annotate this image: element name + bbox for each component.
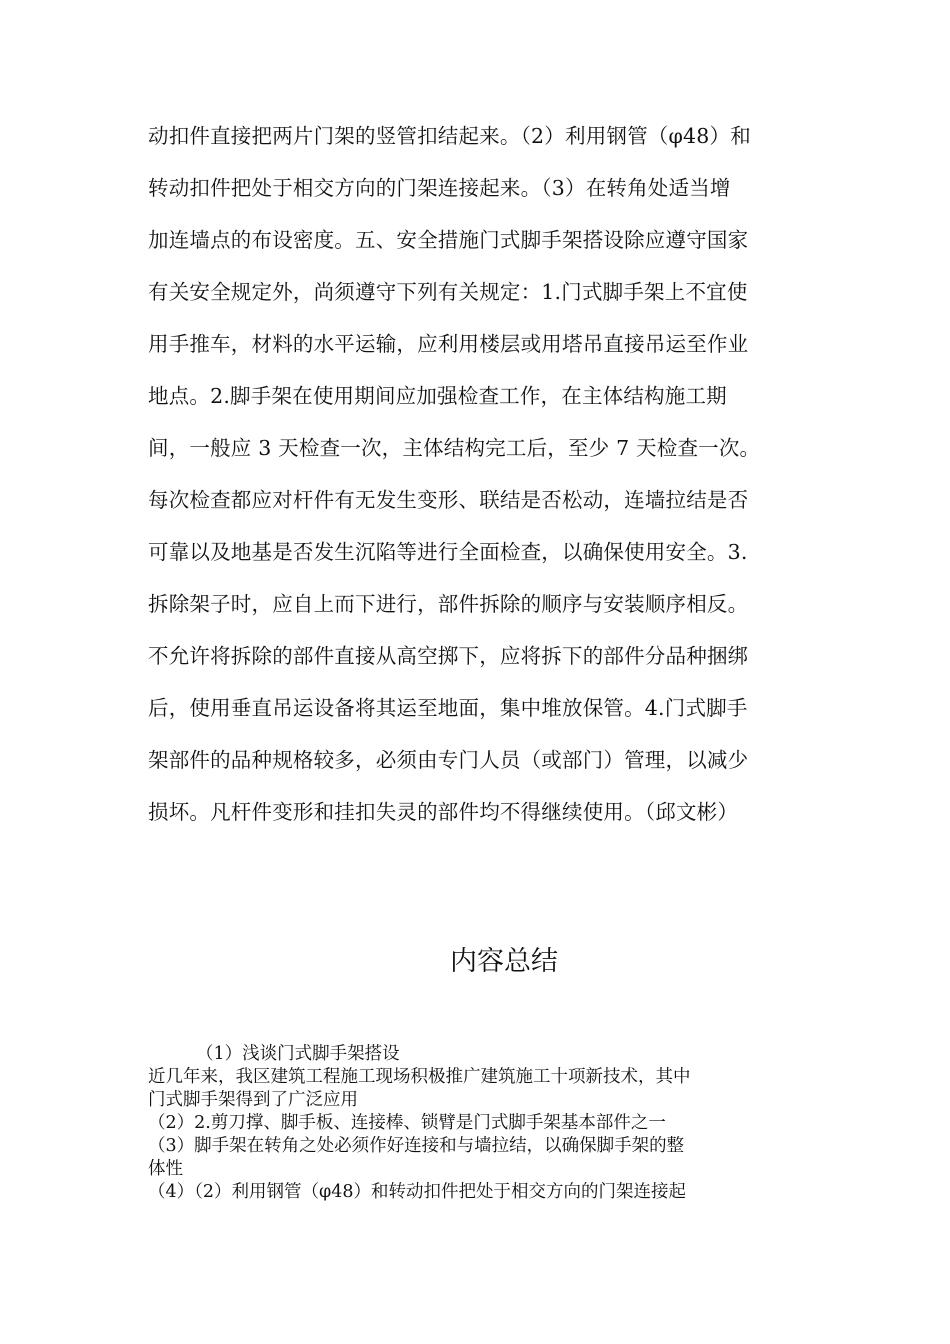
summary-line: 门式脚手架得到了广泛应用 [148,1090,358,1110]
summary-line: （1）浅谈门式脚手架搭设 [196,1044,400,1064]
body-line: 架部件的品种规格较多，必须由专门人员（或部门）管理，以减少 [148,748,749,772]
body-line: 转动扣件把处于相交方向的门架连接起来。（3）在转角处适当增 [148,176,731,200]
body-line: 损坏。凡杆件变形和挂扣失灵的部件均不得继续使用。（邱文彬） [148,800,739,824]
summary-line: （3）脚手架在转角之处必须作好连接和与墙拉结，以确保脚手架的整 [148,1136,685,1156]
summary-line: （4）（2）利用钢管（φ48）和转动扣件把处于相交方向的门架连接起 [148,1182,687,1202]
body-line: 拆除架子时，应自上而下进行，部件拆除的顺序与安装顺序相反。 [148,592,749,616]
summary-list [148,1043,808,1204]
summary-line: 近几年来，我区建筑工程施工现场积极推广建筑施工十项新技术，其中 [148,1067,691,1087]
summary-line: （2）2.剪刀撑、脚手板、连接棒、锁臂是门式脚手架基本部件之一 [148,1113,666,1133]
body-line: 加连墙点的布设密度。五、安全措施门式脚手架搭设除应遵守国家 [148,228,749,252]
body-line: 不允许将拆除的部件直接从高空掷下，应将拆下的部件分品种捆绑 [148,644,749,668]
body-line: 动扣件直接把两片门架的竖管扣结起来。（2）利用钢管（φ48）和 [148,124,751,148]
body-line: 后，使用垂直吊运设备将其运至地面，集中堆放保管。4.门式脚手 [148,696,748,720]
summary-title: 内容总结 [450,946,558,977]
body-line: 地点。2.脚手架在使用期间应加强检查工作，在主体结构施工期 [148,384,727,408]
body-line: 间，一般应 3 天检查一次，主体结构完工后，至少 7 天检查一次。 [148,436,761,460]
body-line: 可靠以及地基是否发生沉陷等进行全面检查，以确保使用安全。3. [148,540,748,564]
body-line: 用手推车，材料的水平运输，应利用楼层或用塔吊直接吊运至作业 [148,332,749,356]
body-paragraph [148,118,808,846]
body-line: 每次检查都应对杆件有无发生变形、联结是否松动，连墙拉结是否 [148,488,749,512]
summary-line: 体性 [148,1159,183,1179]
body-line: 有关安全规定外，尚须遵守下列有关规定：1.门式脚手架上不宜使 [148,280,748,304]
